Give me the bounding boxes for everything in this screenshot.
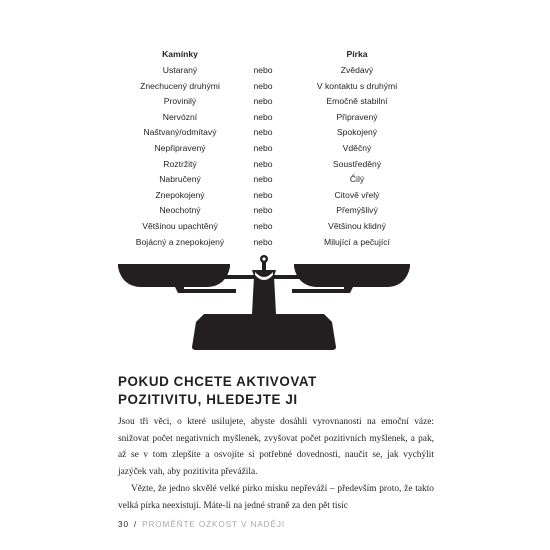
- cell-pebble: Bojácný a znepokojený: [135, 236, 225, 247]
- table-row: [118, 78, 430, 94]
- cell-pebble: Nervózní: [162, 111, 198, 122]
- page-footer: [118, 520, 285, 529]
- cell-pebble: Znepokojený: [155, 189, 205, 200]
- table-row: [118, 202, 430, 218]
- table-row: [118, 93, 430, 109]
- header-pebbles: Kamínky: [162, 49, 198, 59]
- balance-scale-icon: [118, 252, 410, 350]
- cell-pebble: Nepřipravený: [154, 143, 206, 153]
- table-row: [118, 62, 430, 78]
- cell-or: nebo: [253, 127, 273, 138]
- paragraph-2: Vězte, že jedno skvělé velké pírko misku nepřeváží – především proto, že takto velká pírka neexistují. Máte-li na jedné straně za den pět tisíc: [118, 483, 434, 511]
- cell-or: nebo: [253, 111, 273, 122]
- header-feathers: Pírka: [346, 49, 368, 59]
- table-row: [118, 187, 430, 203]
- cell-or: nebo: [253, 174, 273, 185]
- cell-or: nebo: [253, 65, 273, 75]
- cell-or: nebo: [253, 205, 273, 216]
- cell-feather: Citově vřelý: [334, 189, 380, 200]
- cell-feather: Zvědavý: [340, 65, 374, 75]
- table-row: [118, 171, 430, 187]
- cell-feather: Čilý: [349, 174, 365, 185]
- cell-pebble: Nabručený: [159, 174, 201, 185]
- cell-or: nebo: [253, 236, 273, 247]
- table-row: [118, 234, 430, 250]
- body-text: [118, 414, 434, 514]
- cell-or: nebo: [253, 96, 273, 107]
- cell-or: nebo: [253, 189, 273, 200]
- page-number: 30: [118, 520, 129, 529]
- cell-or: nebo: [253, 221, 273, 231]
- cell-pebble: Naštvaný/odmítavý: [143, 127, 217, 138]
- footer-separator: /: [133, 520, 138, 529]
- cell-or: nebo: [253, 143, 273, 153]
- running-title: PROMĚŇTE OZKOST V NADĚJI: [142, 520, 286, 529]
- cell-feather: Spokojený: [336, 127, 378, 138]
- section-heading: [118, 373, 438, 409]
- heading-line-1: POKUD CHCETE AKTIVOVAT: [118, 374, 317, 389]
- table-header-row: [118, 46, 430, 62]
- table-row: [118, 124, 430, 140]
- cell-pebble: Většinou upachtěný: [142, 221, 218, 231]
- cell-feather: Emočně stabilní: [326, 96, 388, 107]
- cell-pebble: Provinilý: [163, 96, 197, 107]
- cell-feather: Milující a pečující: [324, 236, 390, 247]
- cell-feather: Většinou klidný: [328, 221, 386, 231]
- cell-feather: Připravený: [336, 111, 378, 122]
- cell-pebble: Roztržitý: [163, 158, 197, 169]
- cell-feather: Vděčný: [342, 143, 372, 153]
- heading-line-2: POZITIVITU, HLEDEJTE JI: [118, 392, 298, 407]
- table-row: [118, 109, 430, 125]
- cell-pebble: Znechucený druhými: [140, 80, 220, 91]
- paragraph-1: Jsou tři věci, o které usilujete, abyste dosáhli vyrovnanosti na emoční váze: snižovat počet negativních myšlenek, zvyšovat počet pozitivních myšlenek, a pak, až se v tom zlepšíte a osvojíte si potřebné dovednosti, naučit se, jak vychýlit jazýček vah, aby pozitivita převážila.: [118, 417, 434, 478]
- table-row: [118, 140, 430, 156]
- cell-or: nebo: [253, 80, 273, 91]
- cell-pebble: Ustaraný: [162, 65, 198, 75]
- table-row: [118, 156, 430, 172]
- cell-feather: V kontaktu s druhými: [316, 80, 398, 91]
- cell-feather: Přemýšlivý: [336, 205, 378, 216]
- cell-pebble: Neochotný: [159, 205, 201, 216]
- cell-or: nebo: [253, 158, 273, 169]
- table-row: [118, 218, 430, 234]
- cell-feather: Soustředěný: [332, 158, 382, 169]
